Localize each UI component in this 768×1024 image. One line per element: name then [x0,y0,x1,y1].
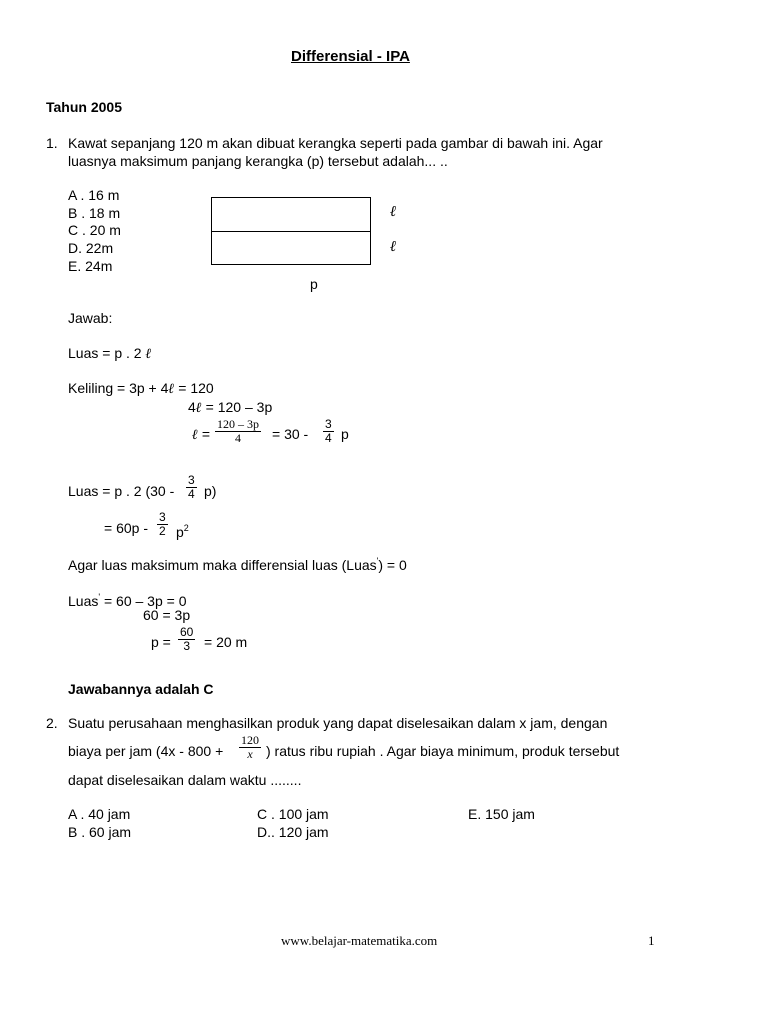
fraction-denominator: 2 [159,524,166,538]
fraction-numerator: 120 – 3p [217,417,259,431]
fraction-denominator: 4 [188,487,195,501]
page-title: Differensial - IPA [291,48,410,65]
figure-label-l-bottom: ℓ [390,239,397,255]
fraction-3-over-4 [186,474,197,501]
p-eq-text: p = [151,634,171,650]
deriv-text-b: = 60 – 3p = 0 [100,593,187,609]
fraction-120-over-x [239,734,261,761]
fraction-120-3p-over-4 [215,418,261,445]
keliling-equation [68,380,214,398]
p-variable: p [341,426,349,442]
luas-text: Luas = p . 2 [68,345,142,361]
q2-text-line3: dapat diselesaikan dalam waktu ........ [68,772,302,788]
q2-text-line2b: ) ratus ribu rupiah . Agar biaya minimum, produk tersebut [266,743,620,759]
q2-option-e: E. 150 jam [468,806,535,822]
figure-rect-bottom [211,230,371,265]
deriv-text-a: Luas [68,593,99,609]
fraction-denominator: 3 [183,639,191,653]
page-number: 1 [648,933,655,948]
p-variable: p [176,524,184,540]
jawab-label: Jawab: [68,310,113,326]
fraction-denominator: 4 [325,431,332,445]
eq-30-text: = 30 - [272,426,309,442]
fraction-numerator: 3 [325,417,332,431]
q1-option-b: B . 18 m [68,205,121,221]
agar-text-a: Agar luas maksimum maka differensial luas (Luas [68,557,377,573]
fraction-numerator: 3 [159,510,166,524]
figure-label-l-top: ℓ [390,204,397,220]
ell-symbol: ℓ [145,347,152,362]
agar-text-b: ) = 0 [378,557,407,573]
fraction-numerator: 120 [241,733,259,747]
fraction-60-over-3 [178,626,195,653]
eq-20m: = 20 m [204,634,248,650]
prime-mark: ' [376,556,379,566]
luas-equation [68,345,151,363]
q2-number: 2. [46,715,58,731]
ell-symbol: ℓ [192,428,198,443]
fraction-numerator: 3 [188,473,195,487]
q1-option-a: A . 16 m [68,187,120,203]
q2-option-a: A . 40 jam [68,806,131,822]
q2-option-c: C . 100 jam [257,806,329,822]
equals-text: = [197,426,211,442]
figure-label-p: p [310,276,318,292]
exponent: 2 [183,523,189,533]
agar-text [68,553,407,574]
fraction-3-over-2 [157,511,168,538]
luas2-text-a: Luas = p . 2 (30 - [68,483,175,499]
ell-symbol: ℓ [168,382,175,397]
four-text: 4 [188,399,196,415]
ell-symbol: ℓ [195,401,202,416]
luas3-text-b [176,520,189,541]
keliling-step2 [188,399,272,417]
footer-website: www.belajar-matematika.com [281,933,438,948]
q1-option-e: E. 24m [68,258,113,274]
prime-mark: ' [98,592,101,602]
step2-text: = 120 – 3p [201,399,273,415]
year-heading: Tahun 2005 [46,99,122,115]
q1-text-line1: Kawat sepanjang 120 m akan dibuat kerangka seperti pada gambar di bawah ini. Agar [68,135,603,151]
fraction-denominator: x [247,747,253,761]
luas2-text-b: p) [204,483,217,499]
q1-answer: Jawabannya adalah C [68,681,214,697]
q1-number: 1. [46,135,58,151]
q2-text-line1: Suatu perusahaan menghasilkan produk yang dapat diselesaikan dalam x jam, dengan [68,715,608,731]
keliling-text-a: Keliling = 3p + 4 [68,380,169,396]
eq-60-3p: 60 = 3p [143,607,191,623]
ell-solve-lhs [192,426,210,444]
fraction-3-over-4 [323,418,334,445]
q1-option-d: D. 22m [68,240,114,256]
fraction-numerator: 60 [180,625,194,639]
luas3-text-a: = 60p - [104,520,148,536]
q1-option-c: C . 20 m [68,222,121,238]
fraction-denominator: 4 [235,431,241,445]
q2-option-b: B . 60 jam [68,824,132,840]
q2-option-d: D.. 120 jam [257,824,329,840]
q1-text-line2: luasnya maksimum panjang kerangka (p) tersebut adalah... .. [68,153,448,169]
q2-text-line2a: biaya per jam (4x - 800 + [68,743,224,759]
keliling-text-b: = 120 [174,380,214,396]
figure-rect-top [211,197,371,232]
